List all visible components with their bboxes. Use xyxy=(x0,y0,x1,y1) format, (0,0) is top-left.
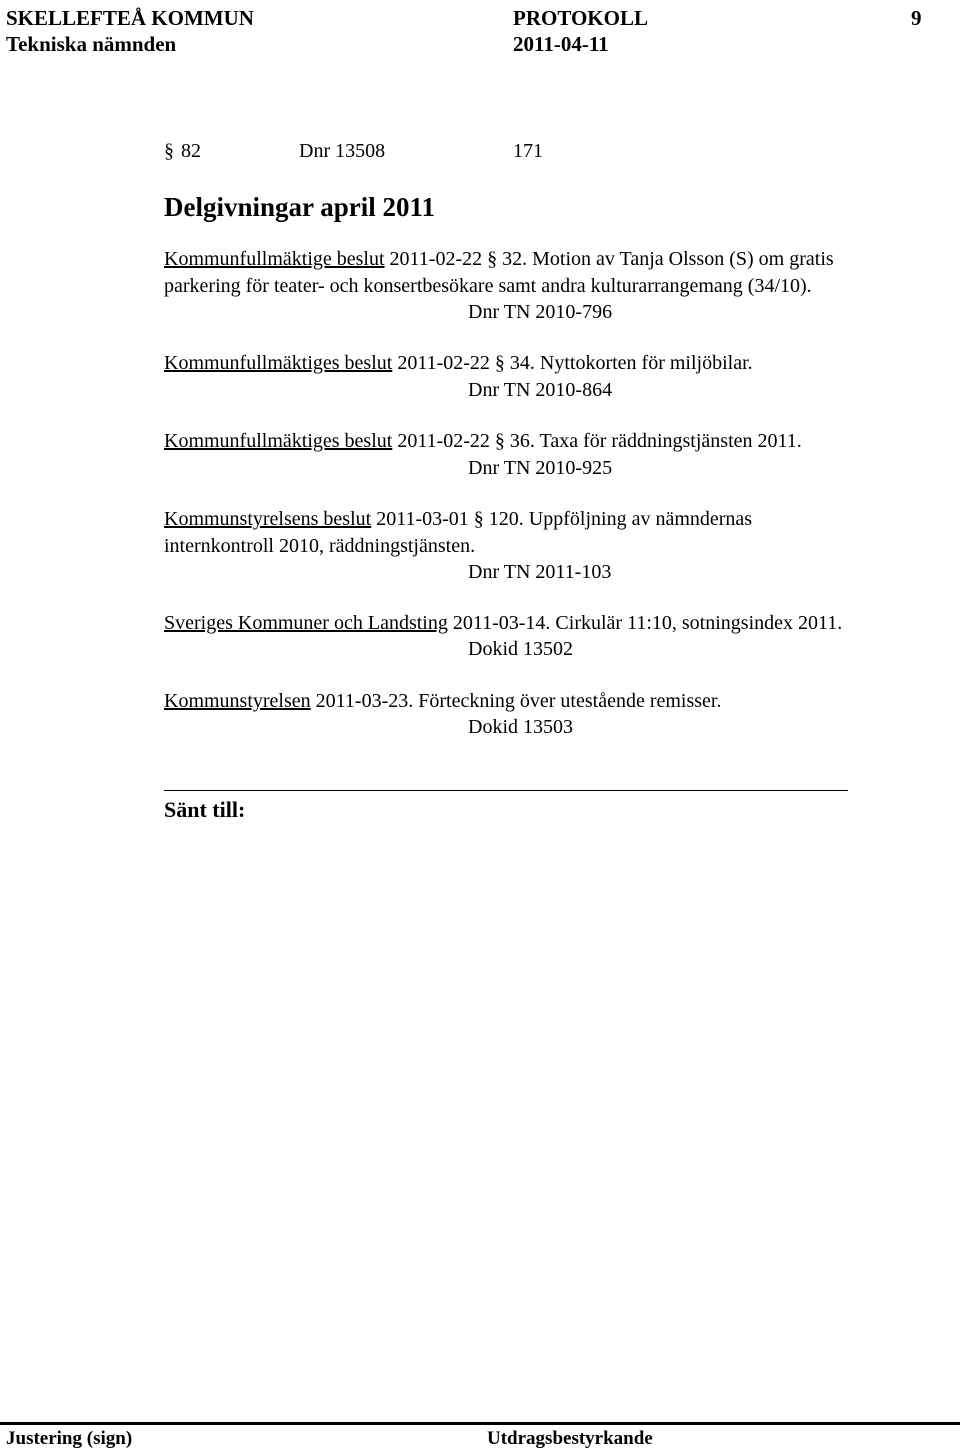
item-6-link[interactable]: Kommunstyrelsen xyxy=(164,690,311,712)
item-4-link[interactable]: Kommunstyrelsens beslut xyxy=(164,508,372,530)
item-6-text: 2011-03-23. Förteckning över utestående remisser. xyxy=(310,690,722,712)
header-date: 2011-04-11 xyxy=(513,32,609,56)
item-1-text: 2011-02-22 § 32. Motion av Tanja Olsson (S) om gratis xyxy=(384,248,834,270)
item-4-line1 xyxy=(164,507,752,531)
footer-rule xyxy=(0,1422,960,1425)
item-5-ref: Dokid 13502 xyxy=(468,638,573,660)
header-committee: Tekniska nämnden xyxy=(6,32,177,56)
item-3-link[interactable]: Kommunfullmäktiges beslut xyxy=(164,430,393,452)
item-1-line1 xyxy=(164,247,834,271)
paragraph-code: 171 xyxy=(513,140,543,162)
item-2-ref: Dnr TN 2010-864 xyxy=(468,379,613,401)
item-5-line1 xyxy=(164,611,842,635)
item-1-link[interactable]: Kommunfullmäktige beslut xyxy=(164,248,385,270)
item-6-ref: Dokid 13503 xyxy=(468,716,573,738)
header-doc-type: PROTOKOLL xyxy=(513,6,648,30)
item-1-line2: parkering för teater- och konsertbesökare samt andra kulturarrangemang (34/10). xyxy=(164,275,812,297)
item-4-line2: internkontroll 2010, räddningstjänsten. xyxy=(164,535,476,557)
item-2-line1 xyxy=(164,351,753,375)
header-org: SKELLEFTEÅ KOMMUN xyxy=(6,6,254,30)
item-5-text: 2011-03-14. Cirkulär 11:10, sotningsindex 2011. xyxy=(447,612,843,634)
item-4-text: 2011-03-01 § 120. Uppföljning av nämndernas xyxy=(371,508,753,530)
item-3-line1 xyxy=(164,429,802,453)
item-2-link[interactable]: Kommunfullmäktiges beslut xyxy=(164,352,393,374)
item-5-link[interactable]: Sveriges Kommuner och Landsting xyxy=(164,612,448,634)
header-page-number: 9 xyxy=(911,6,922,30)
paragraph-symbol: § xyxy=(164,140,174,162)
paragraph-dnr: Dnr 13508 xyxy=(299,140,386,162)
item-6-line1 xyxy=(164,689,721,713)
item-3-text: 2011-02-22 § 36. Taxa för räddningstjänsten 2011. xyxy=(392,430,802,452)
sent-to-label: Sänt till: xyxy=(164,797,246,822)
footer-utdragsbestyrkande: Utdragsbestyrkande xyxy=(487,1428,653,1449)
footer-justering: Justering (sign) xyxy=(6,1428,133,1449)
page-title: Delgivningar april 2011 xyxy=(164,192,436,222)
item-3-ref: Dnr TN 2010-925 xyxy=(468,457,613,479)
item-4-ref: Dnr TN 2011-103 xyxy=(468,561,612,583)
item-1-ref: Dnr TN 2010-796 xyxy=(468,301,613,323)
item-2-text: 2011-02-22 § 34. Nyttokorten för miljöbilar. xyxy=(392,352,753,374)
separator-rule xyxy=(164,790,848,791)
paragraph-number: 82 xyxy=(181,140,201,162)
